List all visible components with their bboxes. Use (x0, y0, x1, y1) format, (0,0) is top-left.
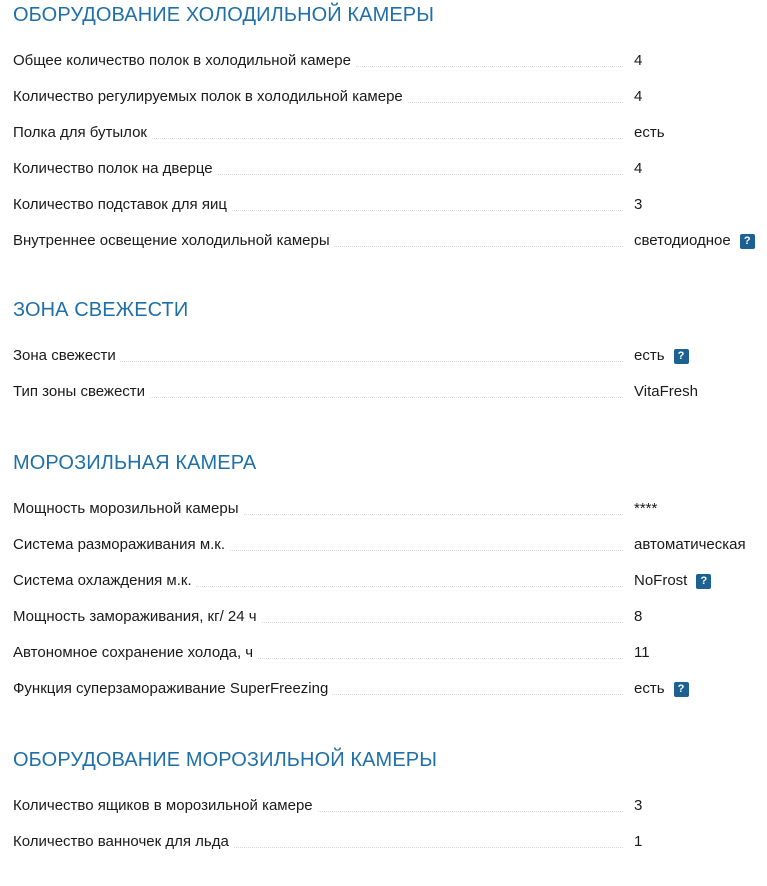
spec-label: Мощность замораживания, кг/ 24 ч (13, 607, 261, 627)
spec-value (634, 832, 642, 852)
spec-row (13, 159, 761, 195)
spec-row (13, 195, 761, 231)
spec-row (13, 87, 761, 123)
spec-value-text: 4 (634, 160, 643, 177)
spec-row (13, 535, 761, 571)
spec-label: Зона свежести (13, 346, 120, 366)
spec-value-text: автоматическая (634, 536, 746, 553)
spec-row (13, 607, 761, 643)
spec-label: Система охлаждения м.к. (13, 571, 196, 591)
spec-row (13, 51, 761, 87)
spec-row (13, 346, 761, 382)
spec-value (634, 87, 642, 107)
spec-row (13, 679, 761, 715)
spec-value (634, 679, 689, 699)
section-title: ОБОРУДОВАНИЕ ХОЛОДИЛЬНОЙ КАМЕРЫ (13, 4, 435, 26)
spec-value (634, 796, 642, 816)
spec-value-text: 4 (634, 52, 643, 69)
spec-label: Количество подставок для яиц (13, 195, 231, 215)
spec-row (13, 499, 761, 535)
spec-value (634, 571, 711, 591)
spec-label: Функция суперзамораживание SuperFreezing (13, 679, 332, 699)
spec-value-text: 4 (634, 88, 643, 105)
spec-value-text: 1 (634, 833, 643, 850)
spec-value-text: есть (634, 124, 665, 141)
help-icon[interactable]: ? (674, 682, 689, 697)
section-freezer (13, 451, 761, 697)
spec-label: Мощность морозильной камеры (13, 499, 243, 519)
spec-value-text: есть (634, 680, 665, 697)
spec-list (13, 346, 761, 418)
help-icon[interactable]: ? (740, 234, 755, 249)
spec-value (634, 51, 642, 71)
spec-value-text: есть (634, 347, 665, 364)
spec-list (13, 796, 761, 868)
spec-value (634, 346, 689, 366)
spec-label: Общее количество полок в холодильной камере (13, 51, 355, 71)
spec-row (13, 832, 761, 868)
spec-row (13, 796, 761, 832)
spec-value-text: **** (634, 500, 658, 517)
spec-value-text: светодиодное (634, 232, 731, 249)
spec-value (634, 231, 755, 251)
spec-list (13, 51, 761, 267)
spec-value-text: 3 (634, 196, 643, 213)
spec-value-text: 3 (634, 797, 643, 814)
spec-label: Количество регулируемых полок в холодильной камере (13, 87, 407, 107)
spec-value (634, 535, 746, 555)
spec-list (13, 499, 761, 715)
section-title: ЗОНА СВЕЖЕСТИ (13, 299, 189, 321)
spec-value-text: VitaFresh (634, 383, 698, 400)
spec-label: Тип зоны свежести (13, 382, 149, 402)
spec-row (13, 571, 761, 607)
spec-value (634, 123, 665, 143)
spec-label: Автономное сохранение холода, ч (13, 643, 257, 663)
section-fridge-equipment (13, 3, 761, 249)
spec-value (634, 382, 698, 402)
spec-row (13, 231, 761, 267)
spec-value-text: NoFrost (634, 572, 688, 589)
section-freshness-zone (13, 298, 761, 400)
spec-label: Внутреннее освещение холодильной камеры (13, 231, 334, 251)
help-icon[interactable]: ? (696, 574, 711, 589)
spec-value (634, 643, 650, 663)
spec-value-text: 8 (634, 608, 643, 625)
spec-row (13, 643, 761, 679)
spec-value-text: 11 (634, 644, 650, 661)
spec-value (634, 499, 657, 519)
spec-value (634, 607, 642, 627)
help-icon[interactable]: ? (674, 349, 689, 364)
section-title: ОБОРУДОВАНИЕ МОРОЗИЛЬНОЙ КАМЕРЫ (13, 749, 437, 771)
spec-label: Количество ванночек для льда (13, 832, 233, 852)
spec-label: Полка для бутылок (13, 123, 151, 143)
spec-row (13, 123, 761, 159)
spec-label: Количество полок на дверце (13, 159, 217, 179)
spec-label: Система размораживания м.к. (13, 535, 229, 555)
spec-row (13, 382, 761, 418)
section-title: МОРОЗИЛЬНАЯ КАМЕРА (13, 452, 257, 474)
spec-value (634, 195, 642, 215)
spec-label: Количество ящиков в морозильной камере (13, 796, 317, 816)
section-freezer-equipment (13, 748, 761, 850)
spec-value (634, 159, 642, 179)
